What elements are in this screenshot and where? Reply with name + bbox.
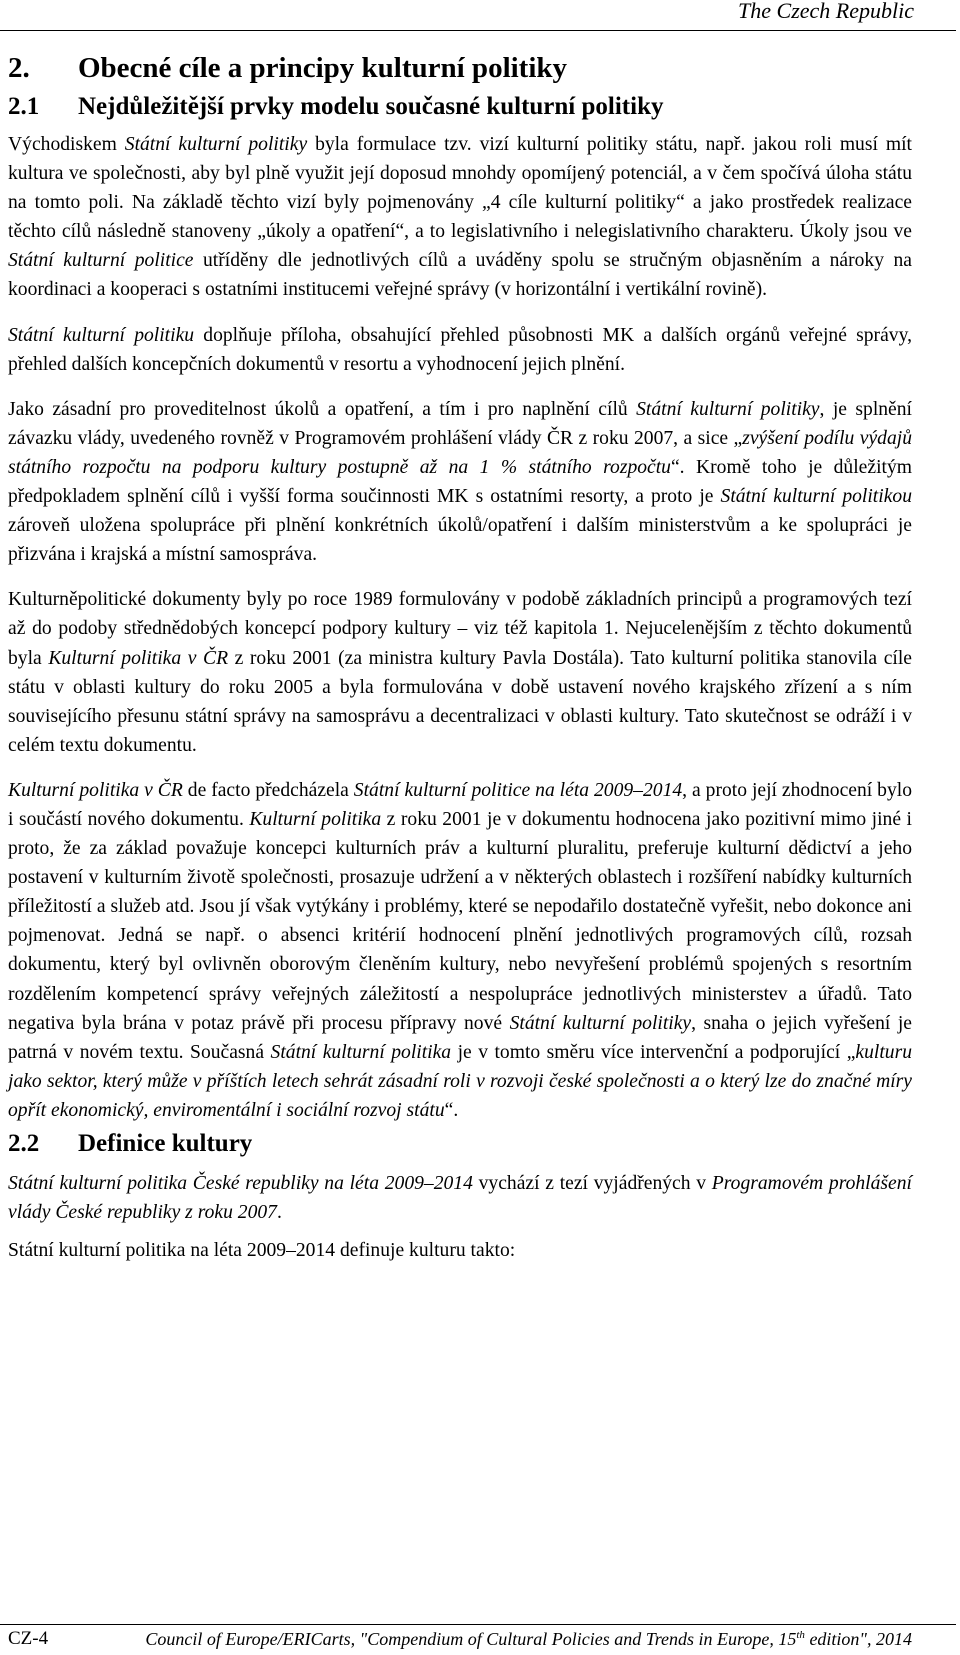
italic-run: Státní kulturní politika České republiky na léta 2009–2014 [8, 1173, 473, 1194]
text-run: , je splnění závazku vlády, uvedeného rovněž v Programovém prohlášení vlády ČR z roku 2007, a sice „ [8, 398, 912, 449]
running-header [0, 0, 956, 31]
text-run: z roku 2001 je v dokumentu hodnocena jako pozitivní mimo jiné i proto, že za základ považuje koncepci kulturních práv a kulturní pluralitu, preferuje kulturní dědictví a jeho postavení v kulturním životě společnosti, prosazuje udržení a v některých oblastech i rozšíření nabídky kulturních příležitostí a služeb atd. Jsou jí však vytýkány i problémy, které se nepodařilo dostatečně vyřešit, nebo dokonce ani pojmenovat. Jedná se např. o absenci kritérií hodnocení plnění jednotlivých programových cílů, rozsah dokumentu, který byl ovlivněn oborovým členěním kultury, nebo nevyřešení problémů spojených s resortním rozdělením kompetencí správy veřejných záležitostí a nespolupráce jednotlivých ministerstev a úřadů. Tato negativa byla brána v potaz právě při procesu přípravy nové [8, 808, 912, 1034]
chapter-title: Obecné cíle a principy kulturní politiky [78, 52, 568, 84]
section-2-1-heading [8, 88, 912, 126]
footer-source-superscript: th [796, 1629, 805, 1641]
text-run: , a proto její zhodnocení bylo i součástí nového dokumentu. [8, 779, 912, 830]
section-2-1-number: 2.1 [8, 93, 40, 120]
footer-source-text-end: edition", 2014 [804, 1629, 912, 1649]
text-run: “. Kromě toho je důležitým předpokladem splnění cílů i vyšší forma součinnosti MK s ostatními resorty, a proto je [8, 456, 912, 508]
italic-run: Kulturní politika [249, 808, 382, 830]
text-run: Jako zásadní pro proveditelnost úkolů a opatření, a tím i pro naplnění cílů [8, 398, 637, 420]
chapter-number: 2. [8, 52, 30, 84]
section-2-2-title: Definice kultury [78, 1130, 253, 1157]
italic-run: Kulturní politika v ČR [8, 779, 183, 801]
text-run: doplňuje příloha, obsahující přehled působnosti MK a dalších orgánů veřejné správy, přehled dalších koncepčních dokumentů v resortu a vyhodnocení jejich plnění. [8, 324, 912, 375]
page-footer [8, 1627, 912, 1651]
text-run: byla formulace tzv. vizí kulturní politiky státu, např. jakou roli musí mít kultura ve společnosti, aby byl plně využit její doposud mnohdy opomíjený potenciál, a v čem spočívá úloha státu na tomto poli. Na základě těchto vizí byly pojmenovány „4 cíle kulturní politiky“ a jako prostředek realizace těchto cílů následně stanoveny „úkoly a opatření“, a to legislativního i nelegislativního charakteru. Úkoly jsou ve [8, 134, 912, 243]
page-content [8, 48, 912, 1265]
paragraph-2-2-1 [8, 1169, 912, 1227]
italic-run: zvýšení podílu výdajů státního rozpočtu na podporu kultury postupně až na 1 % státního rozpočtu [8, 427, 912, 478]
italic-run: Státní kulturní politiku [8, 324, 195, 346]
section-2-2-number: 2.2 [8, 1130, 40, 1157]
paragraph-3 [8, 395, 912, 570]
italic-run: Programovém prohlášení vlády České republiky z roku 2007 [8, 1173, 912, 1224]
italic-run: Státní kulturní politiky [509, 1012, 692, 1034]
footer-source-text: Council of Europe/ERICarts, "Compendium of Cultural Policies and Trends in Europe, 15 [145, 1629, 797, 1649]
page-number: CZ-4 [8, 1628, 49, 1649]
italic-run: Státní kulturní politiky [636, 398, 820, 420]
italic-run: Státní kulturní politiky [124, 134, 308, 155]
text-run: vychází z tezí vyjádřených v [472, 1173, 712, 1194]
text-run: de facto předcházela [182, 779, 354, 801]
italic-run: Státní kulturní politikou [720, 486, 912, 508]
paragraph-5 [8, 776, 912, 1125]
text-run: “. [444, 1099, 459, 1121]
section-2-1-title: Nejdůležitější prvky modelu současné kulturní politiky [78, 93, 664, 120]
italic-run: Státní kulturní politice na léta 2009–2014 [353, 779, 683, 801]
footer-divider [0, 1624, 956, 1625]
text-run: zároveň uložena spolupráce při plnění konkrétních úkolů/opatření i dalším ministerstvům a ke spolupráci je přizvána i krajská a místní samospráva. [8, 515, 912, 566]
chapter-heading [8, 48, 912, 88]
section-2-2-heading [8, 1125, 912, 1163]
text-run: je v tomto směru více intervenční a podporující „ [451, 1041, 856, 1063]
text-run: . [276, 1202, 282, 1224]
paragraph-4 [8, 585, 912, 760]
footer-source [145, 1627, 912, 1651]
running-title: The Czech Republic [738, 0, 914, 23]
text-run: Východiskem [8, 134, 125, 155]
text-run: , snaha o jejich vyřešení je patrná v novém textu. Současná [8, 1012, 912, 1063]
text-run: z roku 2001 (za ministra kultury Pavla Dostála). Tato kulturní politika stanovila cíle státu v oblasti kultury do roku 2005 a byla formulována v době ustavení nového krajského zřízení a s ním souvisejícího přesunu státní správy na samosprávu a decentralizaci v oblasti kultury. Tato skutečnost se odráží i v celém textu dokumentu. [8, 647, 912, 756]
italic-run: kulturu jako sektor, který může v příštích letech sehrát zásadní roli v rozvoji české společnosti a o který lze do značné míry opřít ekonomický, enviromentální i sociální rozvoj státu [8, 1041, 913, 1121]
text-run: utříděny dle jednotlivých cílů a uváděny spolu se stručným objasněním a nároky na koordinaci a kooperaci s ostatními institucemi veřejné správy (v horizontální i vertikální rovině). [8, 250, 912, 301]
paragraph-1 [8, 130, 912, 305]
italic-run: Státní kulturní politice [8, 250, 194, 272]
paragraph-2-2-2: Státní kulturní politika na léta 2009–2014 definuje kulturu takto: [8, 1240, 516, 1262]
paragraph-2 [8, 321, 912, 379]
italic-run: Státní kulturní politika [270, 1041, 452, 1063]
italic-run: Kulturní politika v ČR [48, 647, 229, 669]
text-run: Kulturněpolitické dokumenty byly po roce 1989 formulovány v podobě základních principů a programových tezí až do podoby střednědobých koncepcí podpory kultury – viz též kapitola 1. Nejucelenějším z těchto dokumentů byla [8, 589, 912, 669]
